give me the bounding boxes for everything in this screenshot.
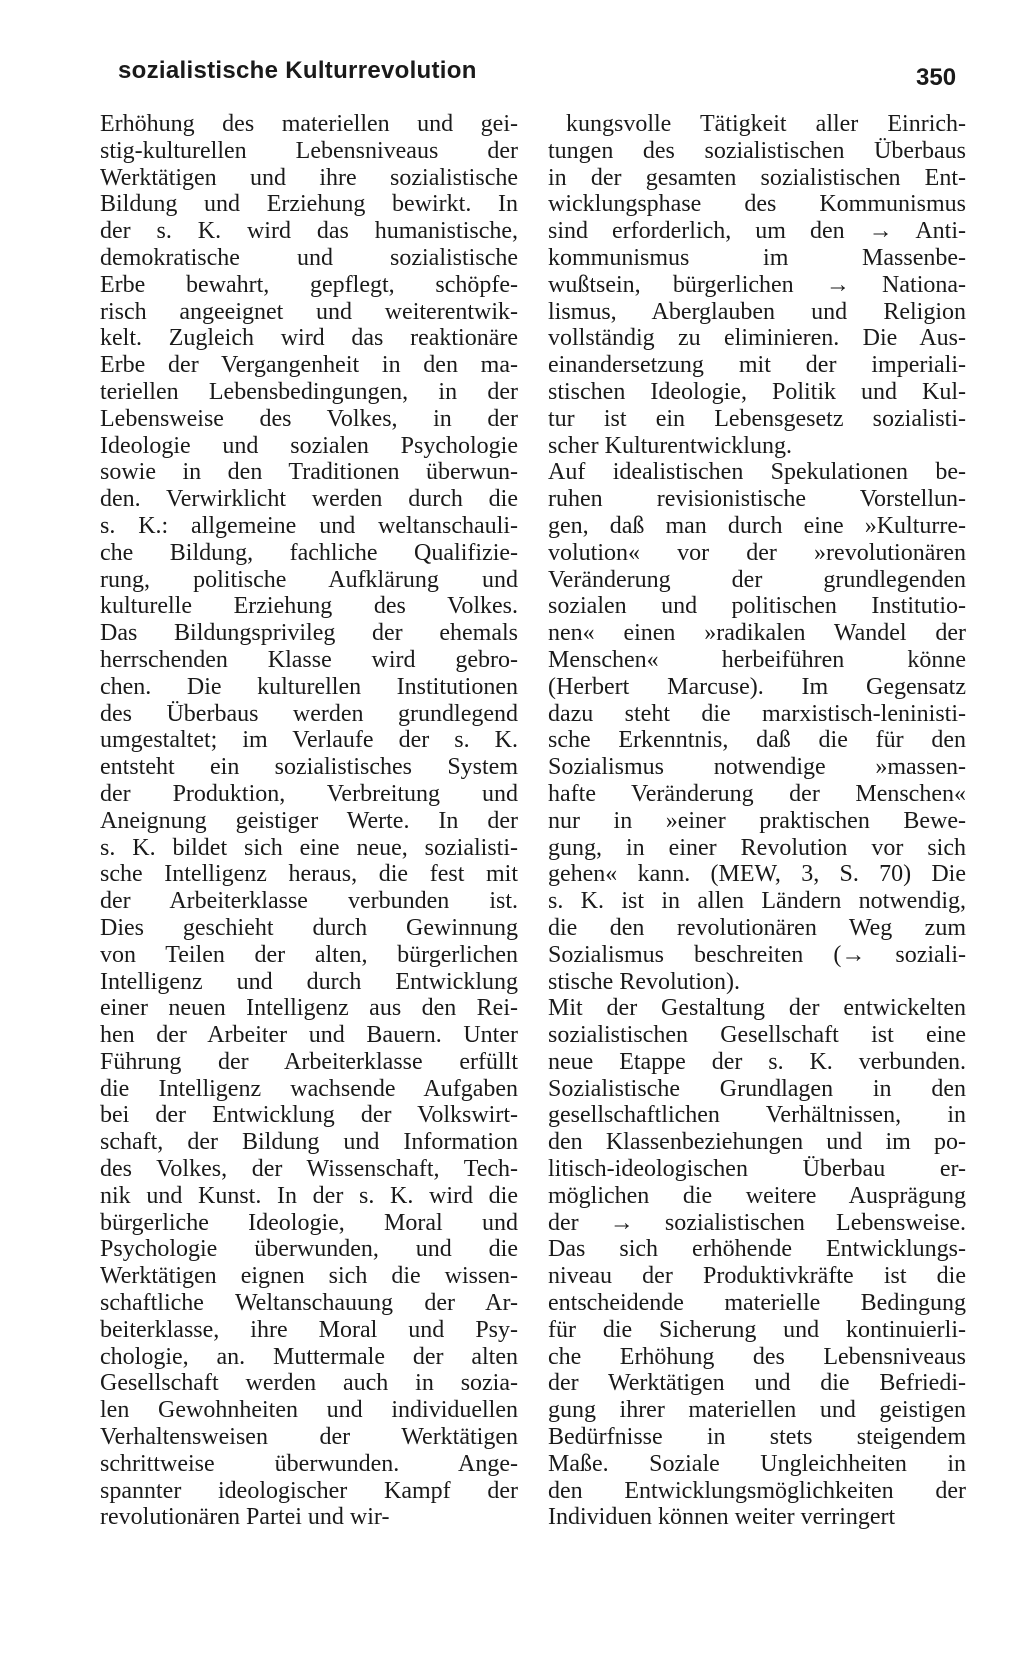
text-line: stische Revolution). (548, 968, 740, 995)
text-line: nik und Kunst. In der s. K. wird die (100, 1182, 518, 1209)
text-line: umgestaltet; im Verlaufe der s. K. (100, 727, 518, 754)
text-line: der → sozialistischen Lebensweise. (548, 1209, 966, 1236)
text-line: hen der Arbeiter und Bauern. Unter (100, 1022, 518, 1049)
text-line: niveau der Produktivkräfte ist die (548, 1263, 966, 1290)
running-header-title: sozialistische Kulturrevolution (118, 57, 477, 84)
text-line: für die Sicherung und kontinuierli- (548, 1316, 966, 1343)
text-line: kungsvolle Tätigkeit aller Einrich- (566, 111, 966, 137)
text-line: Ideologie und sozialen Psychologie (100, 432, 518, 459)
text-line: nen« einen »radikalen Wandel der (548, 620, 966, 647)
text-line: Lebensweise des Volkes, in der (100, 405, 518, 432)
text-line: Intelligenz und durch Entwicklung (100, 968, 518, 995)
text-line: sche Intelligenz heraus, die fest mit (100, 861, 518, 888)
text-line: der Werktätigen und die Befriedi- (548, 1370, 966, 1397)
text-line: Erbe bewahrt, gepflegt, schöpfe- (100, 271, 518, 298)
text-line: (Herbert Marcuse). Im Gegensatz (548, 673, 966, 700)
text-line: von Teilen der alten, bürgerlichen (100, 941, 518, 968)
text-line: gung ihrer materiellen und geistigen (548, 1397, 966, 1424)
text-line: einer neuen Intelligenz aus den Rei- (100, 995, 518, 1022)
text-line: Psychologie überwunden, und die (100, 1236, 518, 1263)
page-number: 350 (916, 64, 957, 91)
text-line: die Intelligenz wachsende Aufgaben (100, 1075, 518, 1102)
text-line: kommunismus im Massenbe- (548, 244, 966, 271)
text-line: Sozialistische Grundlagen in den (548, 1075, 966, 1102)
text-line: Erhöhung des materiellen und gei- (100, 111, 518, 137)
text-line: gesellschaftlichen Verhältnissen, in (548, 1102, 966, 1129)
text-line: den. Verwirklicht werden durch die (100, 486, 518, 513)
text-line: chen. Die kulturellen Institutionen (100, 673, 518, 700)
text-line: einandersetzung mit der imperiali- (548, 352, 966, 379)
text-line: risch angeeignet und weiterentwik- (100, 298, 518, 325)
text-line: den Entwicklungsmöglichkeiten der (548, 1477, 966, 1504)
text-line: stig-kulturellen Lebensniveaus der (100, 137, 518, 164)
text-line: Dies geschieht durch Gewinnung (100, 914, 518, 941)
text-line: Das sich erhöhende Entwicklungs- (548, 1236, 966, 1263)
text-line: entsteht ein sozialistisches System (100, 754, 518, 781)
text-line: gen, daß man durch eine »Kulturre- (548, 512, 966, 539)
text-line: der Produktion, Verbreitung und (100, 780, 518, 807)
text-line: Erbe der Vergangenheit in den ma- (100, 352, 518, 379)
text-line: kulturelle Erziehung des Volkes. (100, 593, 518, 620)
text-line: Gesellschaft werden auch in sozia- (100, 1370, 518, 1397)
text-line: sozialistischen Gesellschaft ist eine (548, 1022, 966, 1049)
text-column-left (100, 111, 518, 1531)
text-line: Werktätigen eignen sich die wissen- (100, 1263, 518, 1290)
text-line: Sozialismus beschreiten (→ soziali- (548, 941, 966, 968)
text-line: möglichen die weitere Ausprägung (548, 1182, 966, 1209)
text-line: Auf idealistischen Spekulationen be- (548, 459, 966, 486)
text-line: Aneignung geistiger Werte. In der (100, 807, 518, 834)
text-line: herrschenden Klasse wird gebro- (100, 646, 518, 673)
text-line: rung, politische Aufklärung und (100, 566, 518, 593)
text-line: volution« vor der »revolutionären (548, 539, 966, 566)
text-line: beiterklasse, ihre Moral und Psy- (100, 1316, 518, 1343)
text-line: sind erforderlich, um den → Anti- (548, 218, 966, 245)
text-line: des Volkes, der Wissenschaft, Tech- (100, 1156, 518, 1183)
text-line: schaftliche Weltanschauung der Ar- (100, 1290, 518, 1317)
text-line: gehen« kann. (MEW, 3, S. 70) Die (548, 861, 966, 888)
text-line: Bedürfnisse in stets steigendem (548, 1424, 966, 1451)
text-line: Maße. Soziale Ungleichheiten in (548, 1450, 966, 1477)
text-line: neue Etappe der s. K. verbunden. (548, 1048, 966, 1075)
text-line: che Erhöhung des Lebensniveaus (548, 1343, 966, 1370)
text-line: sozialen und politischen Institutio- (548, 593, 966, 620)
text-line: Das Bildungsprivileg der ehemals (100, 620, 518, 647)
text-line: s. K.: allgemeine und weltanschauli- (100, 512, 518, 539)
text-line: s. K. bildet sich eine neue, sozialisti- (100, 834, 518, 861)
text-line: schaft, der Bildung und Information (100, 1129, 518, 1156)
text-line: Mit der Gestaltung der entwickelten (548, 995, 966, 1022)
text-line: lismus, Aberglauben und Religion (548, 298, 966, 325)
text-line: vollständig zu eliminieren. Die Aus- (548, 325, 966, 352)
text-line: der Arbeiterklasse verbunden ist. (100, 888, 518, 915)
text-line: schrittweise überwunden. Ange- (100, 1450, 518, 1477)
text-line: scher Kulturentwicklung. (548, 432, 792, 459)
text-line: Veränderung der grundlegenden (548, 566, 966, 593)
text-line: Werktätigen und ihre sozialistische (100, 164, 518, 191)
text-line: tungen des sozialistischen Überbaus (548, 137, 966, 164)
text-line: teriellen Lebensbedingungen, in der (100, 378, 518, 405)
text-line: s. K. ist in allen Ländern notwendig, (548, 888, 966, 915)
text-line: demokratische und sozialistische (100, 244, 518, 271)
text-line: nur in »einer praktischen Bewe- (548, 807, 966, 834)
text-line: chologie, an. Muttermale der alten (100, 1343, 518, 1370)
text-line: des Überbaus werden grundlegend (100, 700, 518, 727)
text-line: Bildung und Erziehung bewirkt. In (100, 191, 518, 218)
text-line: kelt. Zugleich wird das reaktionäre (100, 325, 518, 352)
text-line: bürgerliche Ideologie, Moral und (100, 1209, 518, 1236)
text-line: spannter ideologischer Kampf der (100, 1477, 518, 1504)
text-line: revolutionären Partei und wir- (100, 1504, 390, 1531)
text-line: Verhaltensweisen der Werktätigen (100, 1424, 518, 1451)
text-line: in der gesamten sozialistischen Ent- (548, 164, 966, 191)
text-line: che Bildung, fachliche Qualifizie- (100, 539, 518, 566)
text-line: Sozialismus notwendige »massen- (548, 754, 966, 781)
text-line: litisch-ideologischen Überbau er- (548, 1156, 966, 1183)
text-line: sche Erkenntnis, daß die für den (548, 727, 966, 754)
text-line: wußtsein, bürgerlichen → Nationa- (548, 271, 966, 298)
text-line: Menschen« herbeiführen könne (548, 646, 966, 673)
text-line: Führung der Arbeiterklasse erfüllt (100, 1048, 518, 1075)
text-line: ruhen revisionistische Vorstellun- (548, 486, 966, 513)
text-line: sowie in den Traditionen überwun- (100, 459, 518, 486)
text-line: dazu steht die marxistisch-leninisti- (548, 700, 966, 727)
text-line: der s. K. wird das humanistische, (100, 218, 518, 245)
text-line: entscheidende materielle Bedingung (548, 1290, 966, 1317)
text-line: hafte Veränderung der Menschen« (548, 780, 966, 807)
text-line: tur ist ein Lebensgesetz sozialisti- (548, 405, 966, 432)
text-column-right (548, 111, 966, 1531)
text-line: Individuen können weiter verringert (548, 1504, 896, 1531)
text-line: wicklungsphase des Kommunismus (548, 191, 966, 218)
text-line: gung, in einer Revolution vor sich (548, 834, 966, 861)
text-line: len Gewohnheiten und individuellen (100, 1397, 518, 1424)
text-line: bei der Entwicklung der Volkswirt- (100, 1102, 518, 1129)
text-line: stischen Ideologie, Politik und Kul- (548, 378, 966, 405)
text-line: den Klassenbeziehungen und im po- (548, 1129, 966, 1156)
text-line: die den revolutionären Weg zum (548, 914, 966, 941)
